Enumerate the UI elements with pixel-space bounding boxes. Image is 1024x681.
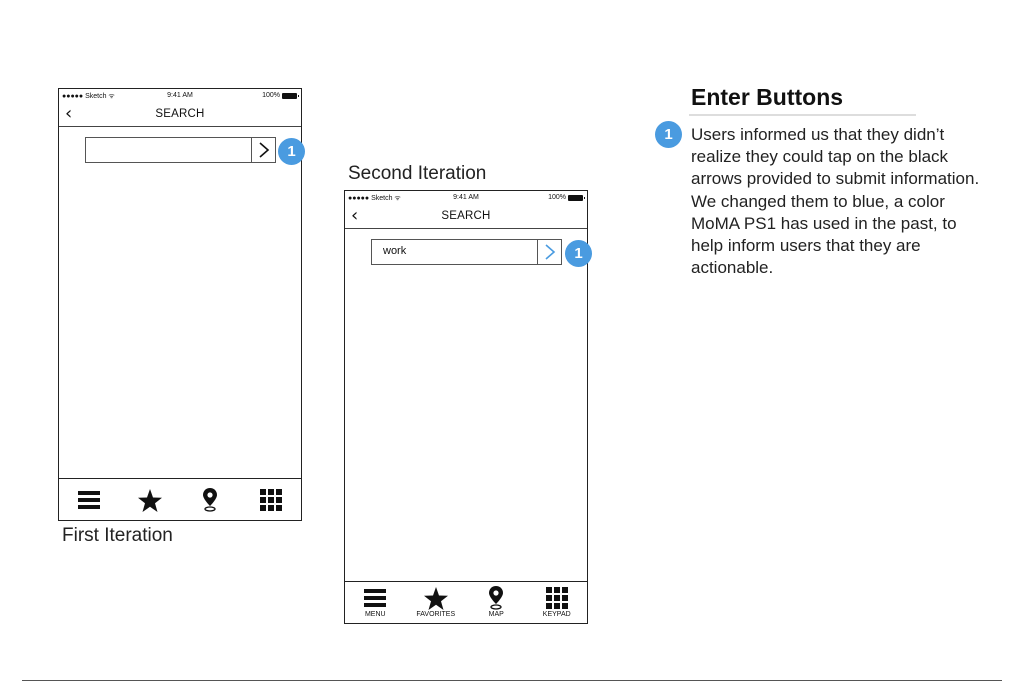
heading-divider (689, 114, 916, 116)
back-chevron-icon[interactable]: ‹ (65, 103, 73, 124)
status-bar (345, 191, 587, 205)
tab-label: MAP (488, 611, 504, 618)
callout-badge-second: 1 (565, 240, 592, 267)
first-iteration-phone (58, 88, 302, 521)
battery-icon (282, 93, 297, 99)
tab-label: KEYPAD (542, 611, 571, 618)
carrier-label: ●●●●● Sketch ᯤ (62, 93, 115, 100)
star-icon (424, 587, 448, 610)
search-value: work (383, 245, 407, 257)
search-input[interactable] (371, 239, 562, 265)
tab-menu[interactable] (345, 586, 405, 618)
battery-percent: 100% (548, 194, 566, 201)
search-input[interactable] (85, 137, 276, 163)
tab-favorites[interactable] (406, 586, 466, 618)
tab-bar (345, 581, 587, 623)
star-icon (138, 489, 162, 512)
status-time: 9:41 AM (167, 92, 193, 99)
chevron-right-icon (544, 244, 556, 260)
status-bar (59, 89, 301, 103)
enter-arrow-button[interactable] (251, 138, 275, 162)
battery-indicator (262, 92, 297, 99)
tab-menu[interactable] (59, 488, 119, 512)
menu-icon (364, 588, 386, 608)
section-heading: Enter Buttons (691, 84, 844, 110)
keypad-icon (546, 587, 568, 609)
battery-indicator (548, 194, 583, 201)
tab-keypad[interactable] (241, 488, 301, 512)
note-badge: 1 (655, 121, 682, 148)
nav-title: SEARCH (441, 210, 491, 222)
keypad-icon (260, 489, 282, 511)
tab-bar (59, 478, 301, 520)
map-pin-icon (203, 488, 217, 512)
note-text: Users informed us that they didn’t realize they could tap on the black arrows provided to submit information. We changed them to blue, a color MoMA PS1 has used in the past, to help inform users that they are actionable. (691, 125, 980, 278)
carrier-label: ●●●●● Sketch ᯤ (348, 195, 401, 202)
menu-icon (78, 490, 100, 510)
battery-percent: 100% (262, 92, 280, 99)
tab-label: MENU (364, 611, 386, 618)
back-chevron-icon[interactable]: ‹ (351, 205, 359, 226)
nav-title: SEARCH (155, 108, 205, 120)
callout-badge-first: 1 (278, 138, 305, 165)
tab-map[interactable] (466, 586, 526, 618)
enter-arrow-button[interactable] (537, 240, 561, 264)
tab-keypad[interactable] (527, 586, 587, 618)
second-iteration-phone (344, 190, 588, 624)
status-time: 9:41 AM (453, 194, 479, 201)
nav-bar (59, 103, 301, 127)
first-iteration-caption: First Iteration (62, 525, 173, 546)
tab-label: FAVORITES (416, 611, 456, 618)
chevron-right-icon (258, 142, 270, 158)
map-pin-icon (489, 586, 503, 610)
second-iteration-caption: Second Iteration (348, 163, 487, 184)
battery-icon (568, 195, 583, 201)
tab-favorites[interactable] (120, 488, 180, 512)
nav-bar (345, 205, 587, 229)
tab-map[interactable] (180, 488, 240, 512)
